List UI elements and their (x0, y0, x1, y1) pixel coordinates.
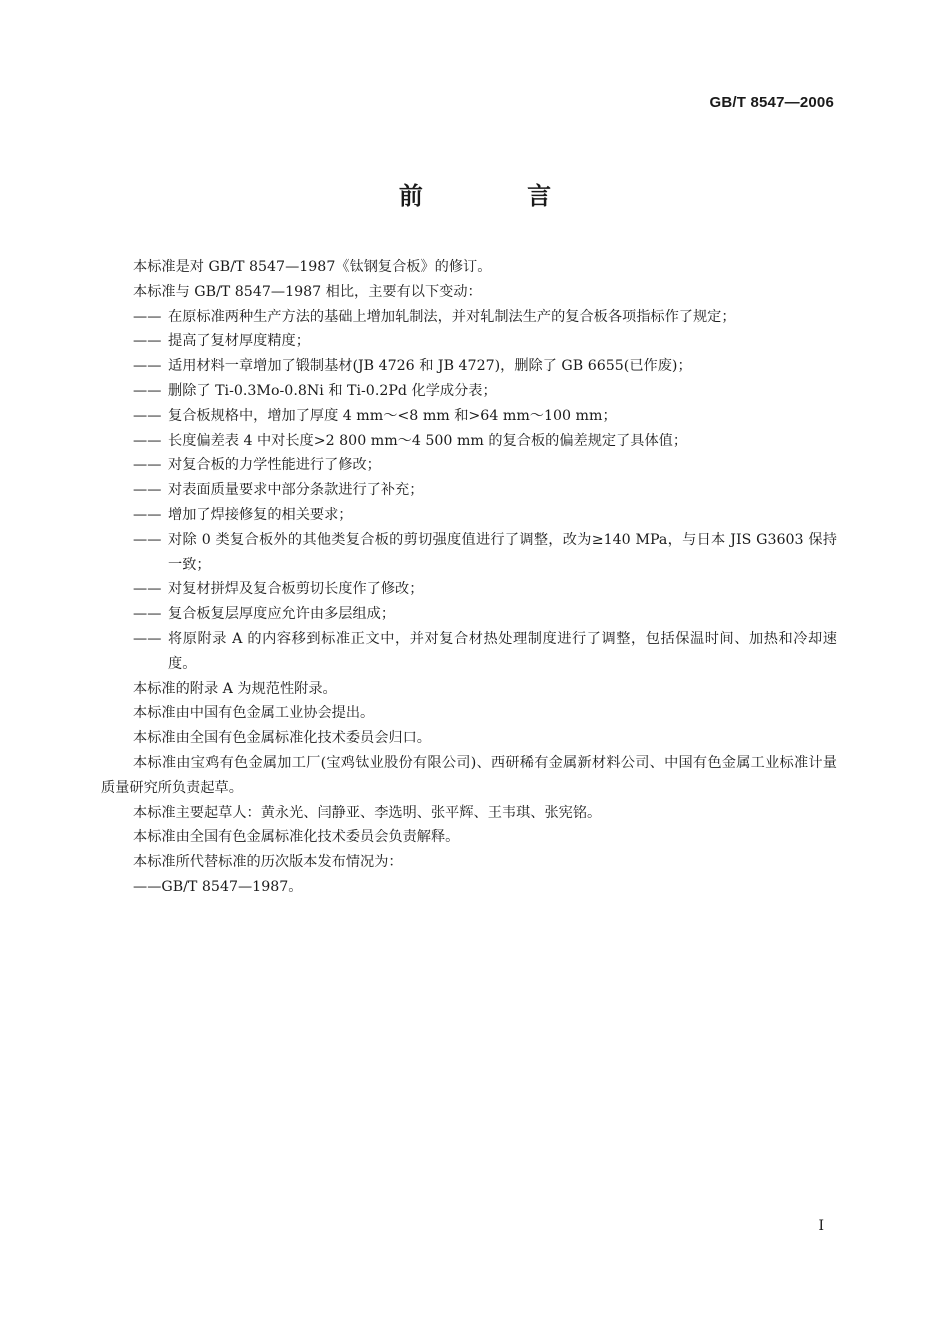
list-item (133, 404, 837, 429)
list-item-text: 对表面质量要求中部分条款进行了补充； (168, 482, 424, 499)
dash-marker: —— (133, 606, 162, 623)
list-item (133, 602, 837, 627)
page-number: I (818, 1218, 824, 1234)
paragraph: 本标准由全国有色金属标准化技术委员会负责解释。 (133, 829, 460, 846)
list-item-text: 复合板规格中，增加了厚度 4 mm～<8 mm 和>64 mm～100 mm； (168, 407, 617, 424)
list-item (133, 329, 837, 354)
paragraph: 本标准由宝鸡有色金属加工厂(宝鸡钛业股份有限公司)、西研稀有金属新材料公司、中国有色金属工业标准计量质量研究所负责起草。 (101, 754, 837, 796)
list-item (133, 453, 837, 478)
dash-marker: —— (133, 358, 162, 375)
paragraph: 本标准主要起草人：黄永光、闫静亚、李选明、张平辉、王韦琪、张宪铭。 (133, 804, 602, 821)
dash-marker: —— (133, 482, 162, 499)
dash-marker: —— (133, 382, 162, 399)
list-item (133, 429, 837, 454)
dash-marker: —— (133, 581, 162, 598)
foreword-body (101, 255, 837, 900)
paragraph: ——GB/T 8547—1987。 (133, 878, 303, 895)
list-item-text: 将原附录 A 的内容移到标准正文中，并对复合材热处理制度进行了调整，包括保温时间、加热和冷却速度。 (168, 630, 837, 672)
dash-marker: —— (133, 457, 162, 474)
paragraph: 本标准是对 GB/T 8547—1987《钛钢复合板》的修订。 (133, 259, 492, 275)
list-item-text: 对复合板的力学性能进行了修改； (168, 457, 381, 474)
dash-marker: —— (133, 630, 162, 647)
list-item (133, 478, 837, 503)
dash-marker: —— (133, 333, 162, 350)
list-item (133, 577, 837, 602)
list-item-text: 在原标准两种生产方法的基础上增加轧制法，并对轧制法生产的复合板各项指标作了规定； (168, 308, 736, 325)
list-item-text: 对除 0 类复合板外的其他类复合板的剪切强度值进行了调整，改为≥140 MPa，与日本 JIS G3603 保持一致； (168, 531, 837, 573)
list-item-text: 增加了焊接修复的相关要求； (168, 506, 353, 523)
list-item-text: 长度偏差表 4 中对长度>2 800 mm～4 500 mm 的复合板的偏差规定了具体值； (168, 432, 688, 449)
dash-marker: —— (133, 531, 162, 548)
list-item (133, 379, 837, 404)
dash-marker: —— (133, 407, 162, 424)
list-item-text: 适用材料一章增加了锻制基材(JB 4726 和 JB 4727)，删除了 GB 6655(已作废)； (168, 358, 692, 375)
list-item (133, 627, 837, 677)
list-item (133, 305, 837, 330)
page-title: 前 言 (398, 182, 600, 210)
standard-code: GB/T 8547—2006 (709, 94, 834, 111)
change-list (133, 305, 837, 677)
list-item (133, 528, 837, 578)
list-item-text: 对复材拼焊及复合板剪切长度作了修改； (168, 581, 424, 598)
paragraph: 本标准的附录 A 为规范性附录。 (133, 680, 337, 697)
list-item (133, 354, 837, 379)
dash-marker: —— (133, 308, 162, 325)
list-item-text: 删除了 Ti-0.3Mo-0.8Ni 和 Ti-0.2Pd 化学成分表； (168, 382, 497, 399)
paragraph: 本标准由全国有色金属标准化技术委员会归口。 (133, 730, 431, 747)
paragraph: 本标准由中国有色金属工业协会提出。 (133, 705, 375, 722)
dash-marker: —— (133, 506, 162, 523)
paragraph: 本标准与 GB/T 8547—1987 相比，主要有以下变动： (133, 283, 482, 300)
paragraph: 本标准所代替标准的历次版本发布情况为： (133, 854, 403, 871)
dash-marker: —— (133, 432, 162, 449)
list-item (133, 503, 837, 528)
list-item-text: 复合板复层厚度应允许由多层组成； (168, 606, 396, 623)
list-item-text: 提高了复材厚度精度； (168, 333, 310, 350)
